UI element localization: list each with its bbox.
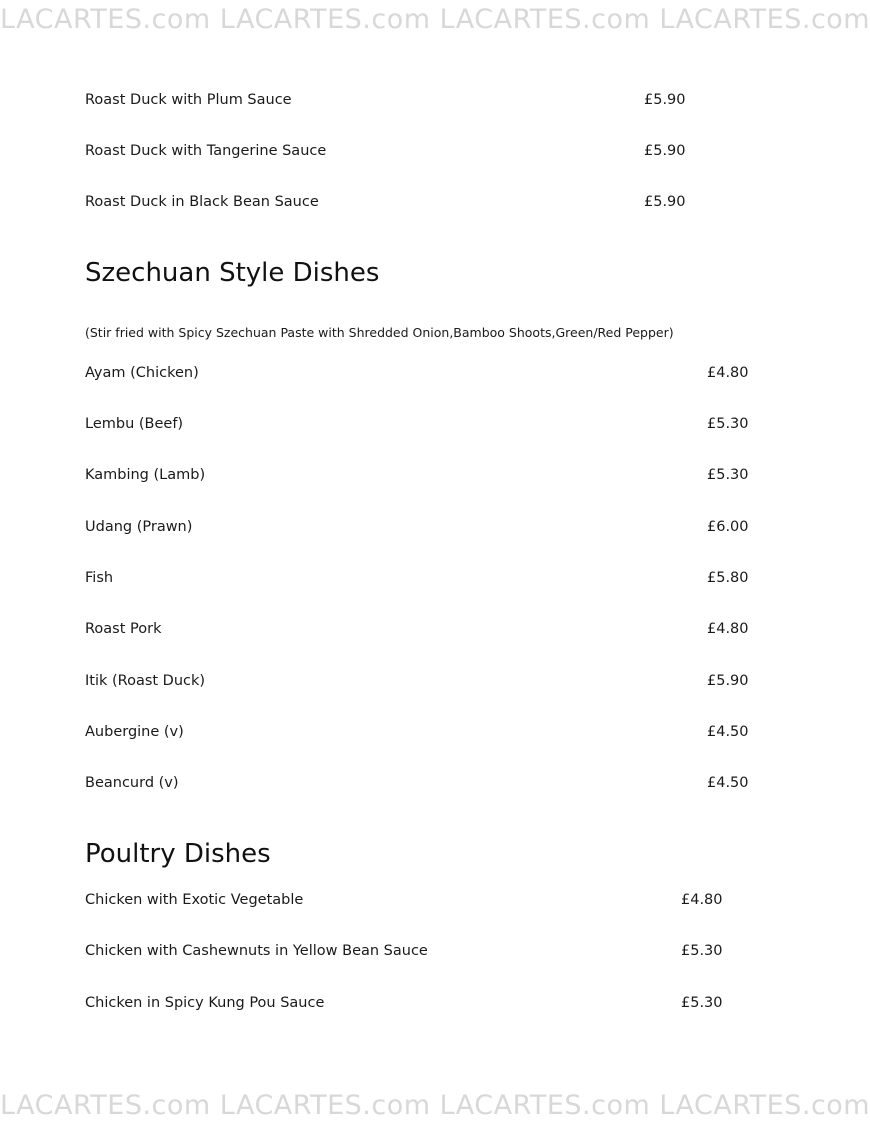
menu-item-name: Ayam (Chicken) [85, 365, 199, 381]
menu-item-name: Aubergine (v) [85, 724, 184, 740]
menu-item-price: £5.30 [681, 995, 723, 1011]
menu-item-name: Itik (Roast Duck) [85, 673, 206, 689]
menu-item-name: Chicken with Cashewnuts in Yellow Bean Sauce [85, 943, 428, 959]
menu-item-name: Lembu (Beef) [85, 416, 184, 432]
menu-item-name: Roast Duck in Black Bean Sauce [85, 194, 319, 210]
section-note: (Stir fried with Spicy Szechuan Paste with Shredded Onion,Bamboo Shoots,Green/Red Pepper) [85, 325, 674, 340]
menu-item-price: £4.50 [707, 775, 749, 791]
menu-item-price: £5.90 [644, 194, 686, 210]
menu-item-price: £4.50 [707, 724, 749, 740]
menu-item-name: Udang (Prawn) [85, 519, 193, 535]
menu-item-name: Roast Duck with Tangerine Sauce [85, 143, 327, 159]
watermark-bottom: LACARTES.com LACARTES.com LACARTES.com LACARTES.com [0, 1090, 870, 1121]
menu-item-price: £6.00 [707, 519, 749, 535]
menu-item-price: £5.90 [707, 673, 749, 689]
menu-item-name: Beancurd (v) [85, 775, 179, 791]
watermark-top: LACARTES.com LACARTES.com LACARTES.com LACARTES.com [0, 4, 870, 35]
menu-item-name: Roast Duck with Plum Sauce [85, 92, 292, 108]
section-title-szechuan: Szechuan Style Dishes [85, 258, 380, 288]
menu-item-price: £4.80 [681, 892, 723, 908]
menu-item-price: £5.80 [707, 570, 749, 586]
menu-item-name: Fish [85, 570, 114, 586]
menu-item-price: £5.30 [707, 416, 749, 432]
menu-item-name: Chicken in Spicy Kung Pou Sauce [85, 995, 325, 1011]
menu-item-name: Chicken with Exotic Vegetable [85, 892, 304, 908]
section-title-poultry: Poultry Dishes [85, 839, 271, 869]
menu-item-name: Kambing (Lamb) [85, 467, 206, 483]
menu-item-name: Roast Pork [85, 621, 162, 637]
menu-item-price: £4.80 [707, 621, 749, 637]
menu-item-price: £5.30 [707, 467, 749, 483]
menu-item-price: £5.90 [644, 92, 686, 108]
menu-item-price: £4.80 [707, 365, 749, 381]
menu-item-price: £5.90 [644, 143, 686, 159]
menu-item-price: £5.30 [681, 943, 723, 959]
